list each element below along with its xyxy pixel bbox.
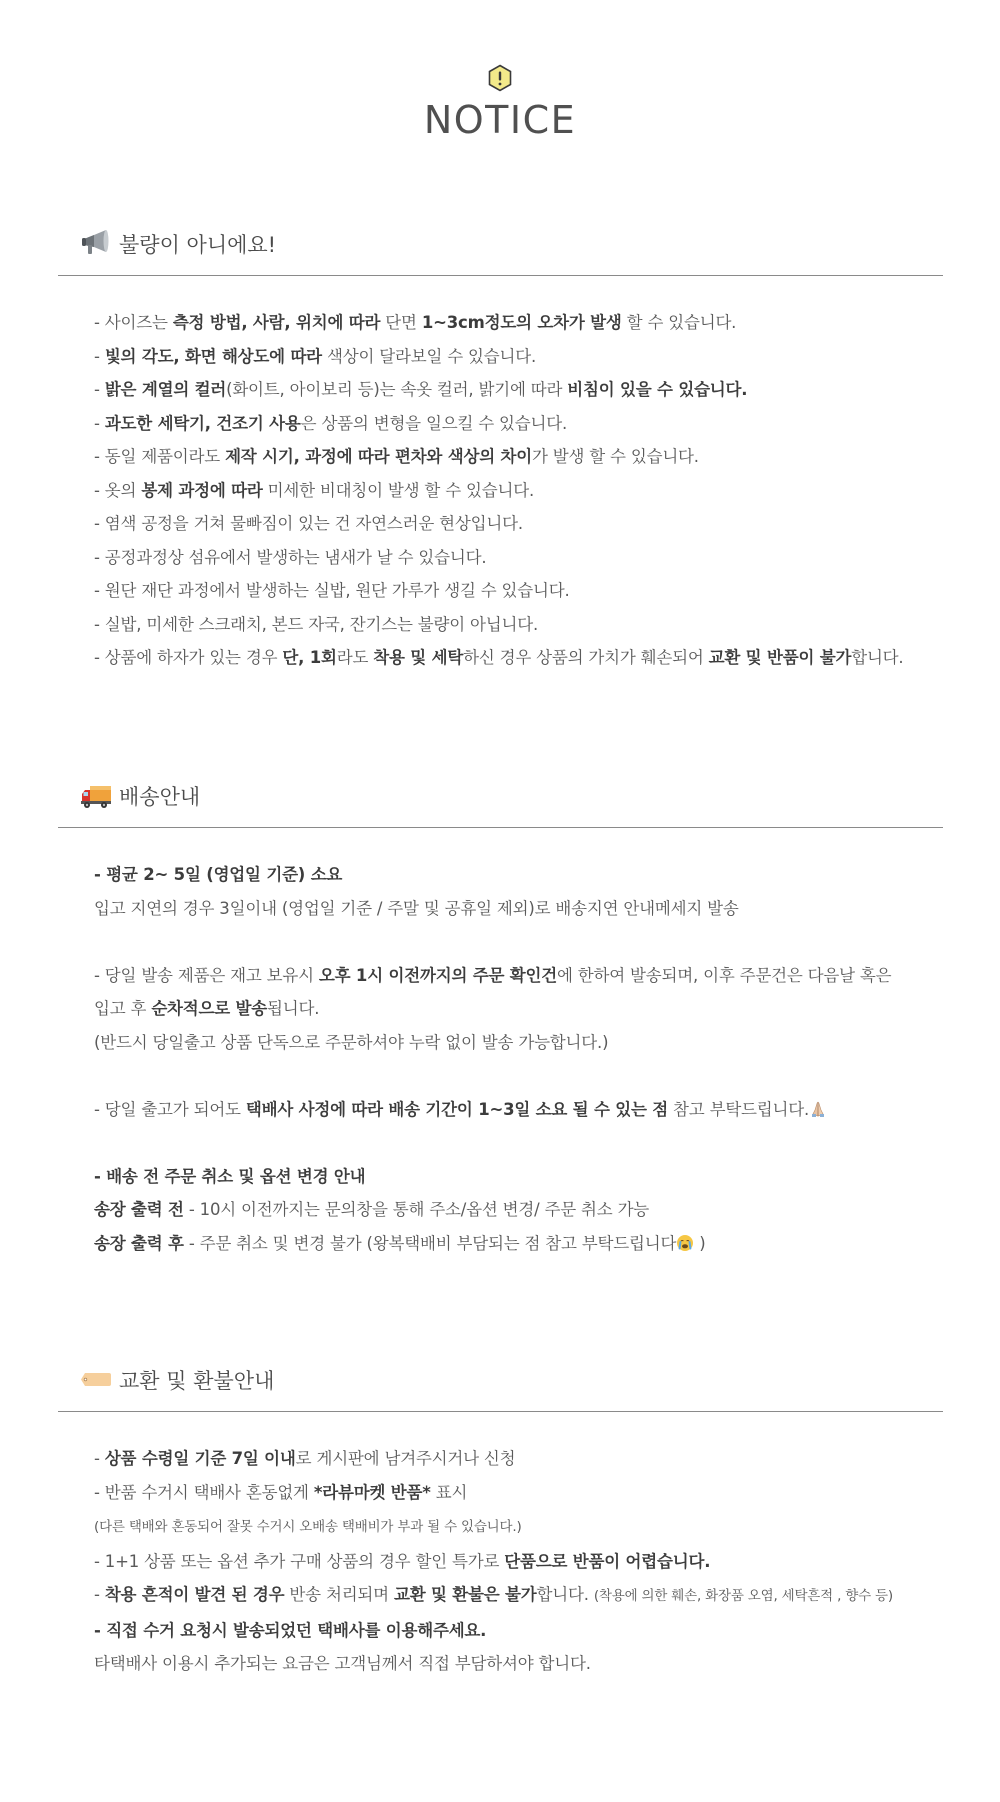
- notice-line: [94, 641, 943, 675]
- emphasis-text: 봉제 과정에 따라: [141, 480, 263, 500]
- line-text: -: [94, 1449, 105, 1468]
- section-body: [58, 276, 943, 675]
- notice-line: [94, 1509, 943, 1545]
- section-body: [58, 1412, 943, 1681]
- notice-line: [94, 373, 943, 407]
- line-text: - 염색 공정을 거쳐 물빠짐이 있는 건 자연스러운 현상입니다.: [94, 514, 523, 533]
- section-header: [58, 767, 943, 828]
- line-text: - 옷의: [94, 480, 142, 500]
- line-text: (화이트, 아이보리 등)는 속옷 컬러, 밝기에 따라: [226, 380, 568, 399]
- notice-line: [94, 1578, 943, 1614]
- line-text: - 사이즈는: [94, 313, 173, 332]
- line-text: 단면: [380, 313, 422, 332]
- notice-line: [94, 407, 943, 441]
- page-title: NOTICE: [423, 98, 577, 142]
- line-text: 합니다.: [851, 648, 904, 667]
- notice-line: [94, 608, 943, 642]
- line-text: - 원단 재단 과정에서 발생하는 실밥, 원단 가루가 생길 수 있습니다.: [94, 581, 570, 600]
- notice-line: [94, 474, 943, 508]
- line-text: 은 상품의 변형을 일으킬 수 있습니다.: [300, 413, 568, 433]
- blank-line: [94, 925, 943, 959]
- line-text: 입고 지연의 경우 3일이내 (영업일 기준 / 주말 및 공휴일 제외)로 배송지연 안내메세지 발송: [94, 898, 739, 918]
- warning-hexagon-icon: [487, 64, 513, 92]
- line-text: - 당일 출고가 되어도: [94, 1099, 246, 1119]
- defect-section: [58, 215, 943, 675]
- line-text: - 주문 취소 및 변경 불가 (왕복택배비 부담되는 점 참고 부탁드립니다: [183, 1233, 677, 1253]
- notice-line: [94, 992, 943, 1026]
- line-text: - 10시 이전까지는 문의창을 통해 주소/옵션 변경/ 주문 취소 가능: [183, 1200, 650, 1219]
- line-text: (착용에 의한 훼손, 화장품 오염, 세탁흔적 , 향수 등): [593, 1588, 893, 1604]
- emphasis-text: - 평균 2~ 5일 (영업일 기준) 소요: [94, 865, 343, 884]
- notice-line: [94, 1647, 943, 1681]
- emphasis-text: 착용 흔적이 발견 된 경우: [104, 1585, 285, 1604]
- line-text: -: [94, 346, 105, 366]
- notice-line: [94, 440, 943, 474]
- emphasis-text: 단, 1회: [282, 648, 337, 667]
- emphasis-text: 교환 및 반품이 불가: [708, 648, 852, 667]
- notice-line: [94, 541, 943, 575]
- exchange-section: [58, 1351, 943, 1681]
- line-text: ): [694, 1233, 706, 1253]
- line-text: -: [94, 413, 105, 433]
- notice-line: [94, 574, 943, 608]
- line-text: 반송 처리되며: [284, 1585, 394, 1604]
- blank-line: [94, 1126, 943, 1160]
- line-text: - 공정과정상 섬유에서 발생하는 냄새가 날 수 있습니다.: [94, 547, 487, 567]
- line-text: 미세한 비대칭이 발생 할 수 있습니다.: [262, 480, 534, 500]
- notice-header: [0, 64, 1000, 142]
- line-text: 하신 경우 상품의 가치가 훼손되어: [463, 648, 709, 667]
- line-text: (다른 택배와 혼동되어 잘못 수거시 오배송 택배비가 부과 될 수 있습니다.): [94, 1519, 522, 1535]
- line-text: 가 발생 할 수 있습니다.: [531, 447, 699, 466]
- emphasis-text: *라뷰마켓 반품*: [313, 1482, 431, 1502]
- line-text: 에 한하여 발송되며, 이후 주문건은 다음날 혹은: [556, 965, 892, 985]
- line-text: 로 게시판에 남겨주시거나 신청: [295, 1449, 516, 1468]
- section-header: [58, 215, 943, 276]
- emphasis-text: 비침이 있을 수 있습니다.: [567, 380, 748, 399]
- section-title: 불량이 아니에요!: [119, 233, 277, 257]
- line-text: - 실밥, 미세한 스크래치, 본드 자국, 잔기스는 불량이 아닙니다.: [94, 614, 539, 634]
- folded-hands-emoji: [809, 1100, 827, 1118]
- notice-line: [94, 1545, 943, 1579]
- line-text: 합니다.: [536, 1585, 594, 1604]
- line-text: - 반품 수거시 택배사 혼동없게: [94, 1482, 314, 1502]
- notice-line: [94, 1093, 943, 1127]
- notice-line: [94, 1442, 943, 1476]
- emphasis-text: 오후 1시 이전까지의 주문 확인건: [318, 965, 557, 985]
- emphasis-text: 교환 및 환불은 불가: [393, 1585, 537, 1604]
- notice-line: [94, 1227, 943, 1261]
- emphasis-text: 송장 출력 전: [94, 1200, 184, 1219]
- notice-line: [94, 340, 943, 374]
- line-text: 색상이 달라보일 수 있습니다.: [321, 346, 537, 366]
- line-text: 됩니다.: [267, 999, 320, 1018]
- line-text: - 동일 제품이라도: [94, 447, 226, 466]
- line-text: - 1+1 상품 또는 옵션 추가 구매 상품의 경우 할인 특가로: [94, 1551, 505, 1571]
- emphasis-text: 제작 시기, 과정에 따라 편차와 색상의 차이: [225, 447, 532, 466]
- notice-line: [94, 858, 943, 892]
- notice-line: [94, 1614, 943, 1648]
- crying-face-emoji: [676, 1234, 694, 1252]
- emphasis-text: 착용 및 세탁: [373, 648, 464, 667]
- emphasis-text: - 배송 전 주문 취소 및 옵션 변경 안내: [94, 1166, 366, 1186]
- notice-line: [94, 1193, 943, 1227]
- blank-line: [94, 1059, 943, 1093]
- notice-line: [94, 959, 943, 993]
- megaphone-icon: [80, 227, 112, 259]
- section-title: 교환 및 환불안내: [119, 1369, 275, 1393]
- emphasis-text: 단품으로 반품이 어렵습니다.: [504, 1551, 711, 1571]
- line-text: - 상품에 하자가 있는 경우: [94, 648, 283, 667]
- emphasis-text: 1~3cm정도의 오차가 발생: [421, 313, 622, 332]
- tag-label-icon: [80, 1363, 112, 1395]
- line-text: 표시: [430, 1482, 468, 1502]
- delivery-truck-icon: [80, 779, 112, 811]
- notice-line: [94, 507, 943, 541]
- shipping-section: [58, 767, 943, 1260]
- emphasis-text: 빛의 각도, 화면 해상도에 따라: [104, 346, 322, 366]
- line-text: -: [94, 1585, 105, 1604]
- emphasis-text: 순차적으로 발송: [151, 999, 268, 1018]
- line-text: 라도: [336, 648, 374, 667]
- notice-line: [94, 1476, 943, 1510]
- line-text: - 당일 발송 제품은 재고 보유시: [94, 965, 319, 985]
- emphasis-text: 과도한 세탁기, 건조기 사용: [104, 413, 301, 433]
- emphasis-text: 송장 출력 후: [94, 1233, 184, 1253]
- emphasis-text: 측정 방법, 사람, 위치에 따라: [172, 313, 381, 332]
- notice-line: [94, 892, 943, 926]
- notice-line: [94, 306, 943, 340]
- line-text: -: [94, 380, 105, 399]
- section-header: [58, 1351, 943, 1412]
- section-title: 배송안내: [119, 785, 201, 809]
- emphasis-text: 상품 수령일 기준 7일 이내: [104, 1449, 296, 1468]
- notice-line: [94, 1160, 943, 1194]
- emphasis-text: 택배사 사정에 따라 배송 기간이 1~3일 소요 될 수 있는 점: [245, 1099, 669, 1119]
- line-text: (반드시 당일출고 상품 단독으로 주문하셔야 누락 없이 발송 가능합니다.): [94, 1032, 609, 1052]
- section-body: [58, 828, 943, 1260]
- emphasis-text: - 직접 수거 요청시 발송되었던 택배사를 이용해주세요.: [94, 1620, 487, 1640]
- emphasis-text: 밝은 계열의 컬러: [104, 380, 227, 399]
- line-text: 할 수 있습니다.: [621, 313, 737, 332]
- line-text: 입고 후: [94, 999, 152, 1018]
- notice-line: [94, 1026, 943, 1060]
- line-text: 타택배사 이용시 추가되는 요금은 고객님께서 직접 부담하셔야 합니다.: [94, 1654, 591, 1673]
- line-text: 참고 부탁드립니다.: [668, 1099, 810, 1119]
